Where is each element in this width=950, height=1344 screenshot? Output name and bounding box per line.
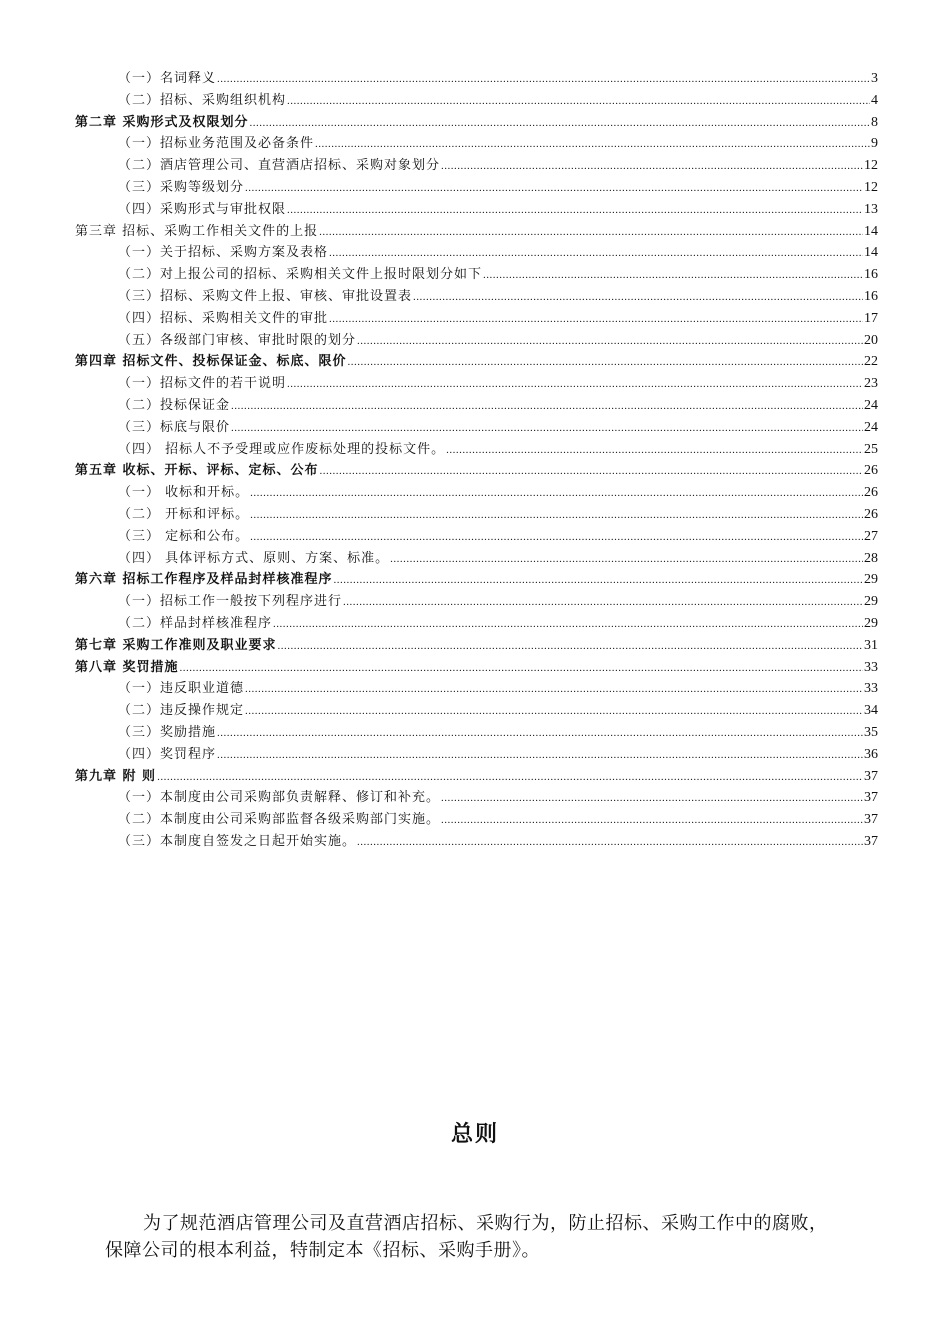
toc-dot-leader — [217, 723, 863, 745]
toc-entry-title: （三）采购等级划分 — [118, 179, 245, 195]
toc-section-entry[interactable] — [75, 548, 878, 570]
toc-entry-title: （二）对上报公司的招标、采购相关文件上报时限划分如下 — [118, 267, 483, 283]
toc-section-entry[interactable] — [75, 700, 878, 722]
toc-chapter-entry[interactable] — [75, 635, 878, 657]
toc-entry-title: （四） 具体评标方式、原则、方案、标准。 — [118, 550, 390, 566]
toc-dot-leader — [343, 592, 863, 614]
toc-entry-title: 第八章 奖罚措施 — [75, 659, 179, 675]
toc-page-number: 27 — [864, 528, 878, 544]
toc-dot-leader — [250, 505, 863, 527]
toc-entry-title: （一）招标业务范围及必备条件 — [118, 136, 315, 152]
toc-dot-leader — [287, 200, 863, 222]
toc-page-number: 35 — [864, 724, 878, 740]
toc-page-number: 33 — [864, 681, 878, 697]
toc-dot-leader — [320, 461, 863, 483]
toc-dot-leader — [250, 113, 870, 135]
toc-chapter-entry[interactable] — [75, 766, 878, 788]
toc-section-entry[interactable] — [75, 177, 878, 199]
toc-section-entry[interactable] — [75, 591, 878, 613]
toc-dot-leader — [357, 832, 863, 854]
toc-dot-leader — [245, 178, 863, 200]
toc-dot-leader — [245, 679, 863, 701]
toc-page-number: 17 — [864, 310, 878, 326]
toc-entry-title: 第二章 采购形式及权限划分 — [75, 114, 249, 130]
toc-page-number: 12 — [864, 179, 878, 195]
toc-section-entry[interactable] — [75, 678, 878, 700]
toc-section-entry[interactable] — [75, 286, 878, 308]
toc-entry-title: （二）本制度由公司采购部监督各级采购部门实施。 — [118, 812, 441, 828]
toc-page-number: 12 — [864, 158, 878, 174]
toc-entry-title: （二）酒店管理公司、直营酒店招标、采购对象划分 — [118, 158, 441, 174]
intro-paragraph: 为了规范酒店管理公司及直营酒店招标、采购行为，防止招标、采购工作中的腐败，保障公司的根本利益，特制定本《招标、采购手册》。 — [105, 1213, 828, 1261]
toc-section-entry[interactable] — [75, 330, 878, 352]
toc-page-number: 26 — [864, 463, 878, 479]
toc-page-number: 16 — [864, 267, 878, 283]
toc-entry-title: （一）本制度由公司采购部负责解释、修订和补充。 — [118, 790, 441, 806]
toc-page-number: 23 — [864, 376, 878, 392]
toc-section-entry[interactable] — [75, 264, 878, 286]
toc-entry-title: 第七章 采购工作准则及职业要求 — [75, 637, 277, 653]
toc-section-entry[interactable] — [75, 199, 878, 221]
toc-dot-leader — [287, 374, 863, 396]
toc-chapter-entry[interactable] — [75, 351, 878, 373]
section-title: 总则 — [450, 1122, 499, 1147]
toc-dot-leader — [441, 156, 863, 178]
toc-page-number: 14 — [864, 223, 878, 239]
toc-dot-leader — [250, 483, 863, 505]
toc-entry-title: （二）招标、采购组织机构 — [118, 92, 287, 108]
toc-entry-title: （二）投标保证金 — [118, 397, 231, 413]
toc-page-number: 31 — [864, 637, 878, 653]
toc-entry-title: （一）招标文件的若干说明 — [118, 376, 287, 392]
toc-dot-leader — [441, 788, 863, 810]
toc-entry-title: （四）奖罚程序 — [118, 746, 217, 762]
toc-dot-leader — [329, 243, 863, 265]
toc-dot-leader — [446, 440, 863, 462]
toc-entry-title: 第四章 招标文件、投标保证金、标底、限价 — [75, 354, 347, 370]
toc-entry-title: 第五章 收标、开标、评标、定标、公布 — [75, 463, 319, 479]
toc-page-number: 25 — [864, 441, 878, 457]
toc-dot-leader — [278, 636, 863, 658]
toc-page-number: 13 — [864, 201, 878, 217]
toc-dot-leader — [329, 309, 863, 331]
toc-page-number: 9 — [871, 136, 878, 152]
toc-section-entry[interactable] — [75, 831, 878, 853]
toc-entry-title: （一） 收标和开标。 — [118, 485, 250, 501]
toc-entry-title: （一）招标工作一般按下列程序进行 — [118, 594, 343, 610]
toc-dot-leader — [231, 396, 863, 418]
toc-dot-leader — [319, 222, 863, 244]
toc-section-entry[interactable] — [75, 155, 878, 177]
toc-chapter-entry[interactable] — [75, 569, 878, 591]
toc-entry-title: （四） 招标人不予受理或应作废标处理的投标文件。 — [118, 441, 446, 457]
toc-section-entry[interactable] — [75, 68, 878, 90]
toc-section-entry[interactable] — [75, 722, 878, 744]
toc-dot-leader — [348, 352, 863, 374]
toc-entry-title: （二）违反操作规定 — [118, 703, 245, 719]
toc-section-entry[interactable] — [75, 373, 878, 395]
toc-entry-title: （三） 定标和公布。 — [118, 528, 250, 544]
toc-section-entry[interactable] — [75, 526, 878, 548]
toc-page-number: 3 — [871, 71, 878, 86]
toc-page-number: 36 — [864, 746, 878, 762]
toc-entry-title: （二）样品封样核准程序 — [118, 615, 273, 631]
toc-page-number: 29 — [864, 572, 878, 588]
toc-section-entry[interactable] — [75, 395, 878, 417]
toc-dot-leader — [413, 287, 863, 309]
toc-page-number: 37 — [864, 768, 878, 784]
toc-section-entry[interactable] — [75, 482, 878, 504]
toc-page-number: 37 — [864, 790, 878, 806]
toc-page-number: 22 — [864, 354, 878, 370]
toc-dot-leader — [180, 658, 863, 680]
toc-section-entry[interactable] — [75, 417, 878, 439]
toc-page-number: 26 — [864, 506, 878, 522]
toc-dot-leader — [273, 614, 863, 636]
toc-dot-leader — [231, 418, 863, 440]
toc-entry-title: （四）采购形式与审批权限 — [118, 201, 287, 217]
toc-entry-title: （四）招标、采购相关文件的审批 — [118, 310, 329, 326]
toc-dot-leader — [217, 69, 870, 91]
toc-dot-leader — [483, 265, 863, 287]
toc-entry-title: 第九章 附 则 — [75, 768, 157, 784]
toc-section-entry[interactable] — [75, 133, 878, 155]
table-of-contents — [75, 68, 878, 853]
toc-entry-title: （一）违反职业道德 — [118, 681, 245, 697]
toc-entry-title: 第六章 招标工作程序及样品封样核准程序 — [75, 572, 333, 588]
toc-entry-title: （三）本制度自签发之日起开始实施。 — [118, 833, 357, 849]
toc-section-entry[interactable] — [75, 308, 878, 330]
toc-section-entry[interactable] — [75, 504, 878, 526]
toc-dot-leader — [250, 527, 863, 549]
toc-dot-leader — [245, 701, 863, 723]
toc-page-number: 33 — [864, 659, 878, 675]
toc-chapter-entry[interactable] — [75, 221, 878, 243]
toc-section-entry[interactable] — [75, 439, 878, 461]
toc-page-number: 4 — [871, 92, 878, 108]
toc-page-number: 20 — [864, 332, 878, 348]
toc-dot-leader — [390, 549, 863, 571]
toc-section-entry[interactable] — [75, 744, 878, 766]
toc-page-number: 28 — [864, 550, 878, 566]
toc-entry-title: （三）标底与限价 — [118, 419, 231, 435]
toc-section-entry[interactable] — [75, 613, 878, 635]
toc-chapter-entry[interactable] — [75, 112, 878, 134]
toc-dot-leader — [315, 134, 870, 156]
toc-page-number: 16 — [864, 288, 878, 304]
toc-entry-title: （五）各级部门审核、审批时限的划分 — [118, 332, 357, 348]
toc-section-entry[interactable] — [75, 90, 878, 112]
toc-entry-title: （一）关于招标、采购方案及表格 — [118, 245, 329, 261]
toc-dot-leader — [217, 745, 863, 767]
toc-chapter-entry[interactable] — [75, 657, 878, 679]
toc-dot-leader — [357, 331, 863, 353]
toc-page-number: 8 — [871, 114, 878, 130]
toc-section-entry[interactable] — [75, 787, 878, 809]
toc-dot-leader — [441, 810, 863, 832]
toc-page-number: 14 — [864, 245, 878, 261]
toc-page-number: 37 — [864, 812, 878, 828]
toc-page-number: 24 — [864, 397, 878, 413]
toc-entry-title: （三）奖励措施 — [118, 724, 217, 740]
toc-page-number: 29 — [864, 594, 878, 610]
toc-page-number: 24 — [864, 419, 878, 435]
toc-page-number: 29 — [864, 615, 878, 631]
toc-section-entry[interactable] — [75, 242, 878, 264]
toc-page-number: 37 — [864, 833, 878, 849]
toc-entry-title: （三）招标、采购文件上报、审核、审批设置表 — [118, 288, 413, 304]
toc-entry-title: 第三章 招标、采购工作相关文件的上报 — [75, 223, 319, 239]
toc-entry-title: （一）名词释义 — [118, 71, 217, 86]
toc-page-number: 26 — [864, 485, 878, 501]
toc-dot-leader — [287, 91, 870, 113]
toc-dot-leader — [334, 570, 863, 592]
toc-section-entry[interactable] — [75, 809, 878, 831]
toc-chapter-entry[interactable] — [75, 460, 878, 482]
toc-page-number: 34 — [864, 703, 878, 719]
toc-dot-leader — [157, 767, 863, 789]
toc-entry-title: （二） 开标和评标。 — [118, 506, 250, 522]
